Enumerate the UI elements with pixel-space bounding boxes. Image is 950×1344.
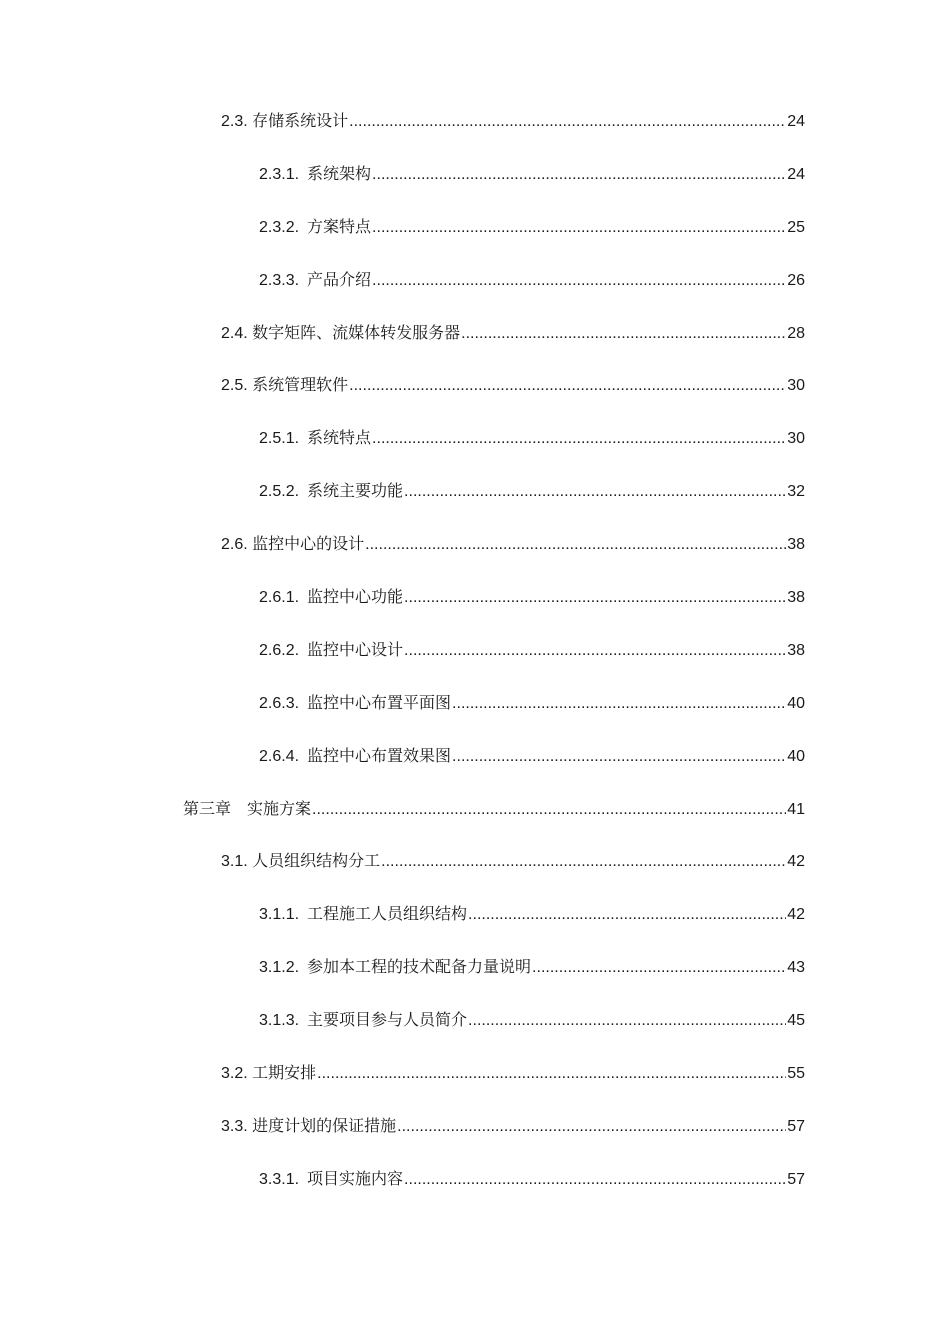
toc-entry[interactable]: [0, 1170, 950, 1223]
toc-dot-leader: [468, 1011, 786, 1031]
toc-entry-number: 2.3.3.: [259, 271, 300, 289]
toc-entry-number: 3.2.: [221, 1065, 248, 1083]
toc-entry-page-number: 38: [787, 589, 805, 607]
toc-entry-page-number: 28: [787, 324, 805, 342]
toc-entry-line: [221, 324, 805, 344]
table-of-contents: [0, 112, 950, 1223]
toc-entry-number: 2.6.4.: [259, 747, 300, 765]
toc-entry-separator: [299, 747, 307, 767]
toc-entry-separator: [299, 641, 307, 661]
toc-dot-leader: [349, 376, 786, 396]
toc-entry-separator: [299, 482, 307, 502]
toc-entry-line: [259, 588, 805, 608]
toc-entry[interactable]: [0, 535, 950, 588]
toc-entry-number: 3.1.3.: [259, 1012, 300, 1030]
toc-dot-leader: [381, 852, 786, 872]
toc-dot-leader: [404, 588, 786, 608]
toc-entry-line: [259, 218, 805, 238]
toc-entry-number: 2.5.: [221, 377, 248, 395]
toc-entry-title: 数字矩阵、流媒体转发服务器: [252, 324, 461, 342]
toc-entry-page-number: 30: [787, 377, 805, 395]
toc-entry-title: 项目实施内容: [307, 1170, 404, 1188]
toc-entry-separator: [299, 429, 307, 449]
toc-entry[interactable]: [0, 588, 950, 641]
toc-entry-page-number: 30: [787, 430, 805, 448]
toc-entry-line: [259, 641, 805, 661]
toc-entry-number: 2.5.1.: [259, 430, 300, 448]
toc-entry-page-number: 38: [787, 641, 805, 659]
toc-entry-line: [221, 112, 805, 132]
toc-entry-number: 2.6.1.: [259, 589, 300, 607]
toc-entry-title: 监控中心功能: [307, 589, 404, 607]
toc-entry-number: 第三章: [183, 800, 232, 818]
toc-entry-page-number: 42: [787, 906, 805, 924]
toc-dot-leader: [452, 694, 786, 714]
toc-entry-line: [221, 1117, 805, 1137]
toc-entry[interactable]: [0, 429, 950, 482]
toc-entry-number: 3.1.2.: [259, 959, 300, 977]
toc-entry-title: 监控中心布置平面图: [307, 694, 452, 712]
toc-entry[interactable]: [0, 112, 950, 165]
toc-entry-separator: [299, 905, 307, 925]
toc-entry-line: [259, 482, 805, 502]
toc-entry-page-number: 57: [787, 1170, 805, 1188]
toc-entry-number: 2.6.3.: [259, 694, 300, 712]
toc-entry-title: 系统架构: [307, 165, 372, 183]
toc-dot-leader: [317, 1064, 786, 1084]
toc-entry[interactable]: [0, 165, 950, 218]
toc-entry-number: 2.3.1.: [259, 165, 300, 183]
toc-entry-line: [221, 1064, 805, 1084]
toc-entry-title: 实施方案: [247, 800, 312, 818]
toc-dot-leader: [461, 324, 786, 344]
toc-dot-leader: [468, 905, 786, 925]
toc-dot-leader: [532, 958, 786, 978]
toc-entry-line: [259, 165, 805, 185]
toc-entry-line: [221, 376, 805, 396]
toc-entry[interactable]: [0, 1117, 950, 1170]
toc-entry[interactable]: [0, 1064, 950, 1117]
toc-entry[interactable]: [0, 218, 950, 271]
toc-entry-title: 工期安排: [252, 1065, 317, 1083]
toc-dot-leader: [404, 1170, 786, 1190]
toc-entry-page-number: 24: [787, 113, 805, 130]
toc-dot-leader: [365, 535, 786, 555]
toc-entry-page-number: 25: [787, 218, 805, 236]
toc-entry-title: 方案特点: [307, 218, 372, 236]
toc-entry-separator: [231, 800, 247, 820]
toc-entry-line: [259, 1011, 805, 1031]
toc-entry-title: 参加本工程的技术配备力量说明: [307, 959, 532, 977]
toc-entry-page-number: 55: [787, 1065, 805, 1083]
toc-entry-title: 主要项目参与人员简介: [307, 1012, 468, 1030]
toc-entry-page-number: 40: [787, 747, 805, 765]
toc-entry-number: 2.5.2.: [259, 483, 300, 501]
toc-entry-number: 3.3.1.: [259, 1170, 300, 1188]
toc-entry-number: 3.1.: [221, 853, 248, 871]
toc-entry-page-number: 38: [787, 536, 805, 554]
toc-entry-line: [259, 747, 805, 767]
toc-entry-number: 2.6.: [221, 536, 248, 554]
toc-entry-separator: [299, 1011, 307, 1031]
toc-entry[interactable]: [0, 1011, 950, 1064]
toc-entry-title: 人员组织结构分工: [252, 853, 381, 871]
toc-dot-leader: [349, 112, 786, 132]
toc-entry[interactable]: [0, 747, 950, 800]
toc-entry-page-number: 41: [787, 800, 805, 818]
toc-entry-title: 监控中心的设计: [252, 536, 365, 554]
toc-entry-number: 2.4.: [221, 324, 248, 342]
toc-entry[interactable]: [0, 376, 950, 429]
toc-entry[interactable]: [0, 641, 950, 694]
toc-entry-separator: [299, 1170, 307, 1190]
toc-entry-separator: [299, 271, 307, 291]
toc-entry[interactable]: [0, 852, 950, 905]
toc-entry-line: [221, 535, 805, 555]
toc-dot-leader: [372, 429, 786, 449]
toc-entry-title: 进度计划的保证措施: [252, 1117, 397, 1135]
toc-entry-number: 2.6.2.: [259, 641, 300, 659]
toc-entry-title: 系统主要功能: [307, 483, 404, 501]
toc-entry-separator: [299, 165, 307, 185]
toc-entry-number: 3.1.1.: [259, 906, 300, 924]
toc-entry[interactable]: [0, 905, 950, 958]
toc-entry-title: 系统特点: [307, 430, 372, 448]
toc-dot-leader: [397, 1117, 786, 1137]
toc-entry-title: 产品介绍: [307, 271, 372, 289]
toc-dot-leader: [404, 482, 786, 502]
toc-dot-leader: [372, 271, 786, 291]
toc-dot-leader: [372, 165, 786, 185]
toc-entry-page-number: 57: [787, 1117, 805, 1135]
toc-entry-line: [259, 429, 805, 449]
toc-entry-page-number: 32: [787, 483, 805, 501]
toc-entry-separator: [299, 588, 307, 608]
toc-entry-page-number: 43: [787, 959, 805, 977]
toc-entry[interactable]: [0, 694, 950, 747]
toc-entry-line: [183, 800, 805, 820]
toc-entry-number: 2.3.: [221, 113, 248, 130]
toc-dot-leader: [372, 218, 786, 238]
toc-entry[interactable]: [0, 324, 950, 377]
toc-entry-title: 存储系统设计: [252, 113, 349, 130]
toc-entry-title: 系统管理软件: [252, 377, 349, 395]
toc-dot-leader: [404, 641, 786, 661]
toc-entry-number: 3.3.: [221, 1117, 248, 1135]
toc-entry-separator: [299, 694, 307, 714]
toc-entry-number: 2.3.2.: [259, 218, 300, 236]
toc-entry-line: [259, 694, 805, 714]
toc-entry-line: [259, 958, 805, 978]
toc-dot-leader: [312, 800, 786, 820]
toc-entry[interactable]: [0, 271, 950, 324]
toc-entry-line: [259, 905, 805, 925]
toc-entry-line: [221, 852, 805, 872]
toc-entry-page-number: 45: [787, 1012, 805, 1030]
toc-entry-line: [259, 271, 805, 291]
toc-entry-page-number: 26: [787, 271, 805, 289]
toc-entry-line: [259, 1170, 805, 1190]
toc-entry[interactable]: [0, 958, 950, 1011]
toc-entry-title: 监控中心布置效果图: [307, 747, 452, 765]
toc-entry-page-number: 24: [787, 165, 805, 183]
toc-entry[interactable]: [0, 482, 950, 535]
toc-entry-separator: [299, 218, 307, 238]
toc-dot-leader: [452, 747, 786, 767]
toc-entry-separator: [299, 958, 307, 978]
toc-entry[interactable]: [0, 800, 950, 853]
toc-entry-page-number: 42: [787, 853, 805, 871]
toc-entry-title: 监控中心设计: [307, 641, 404, 659]
toc-entry-page-number: 40: [787, 694, 805, 712]
toc-entry-title: 工程施工人员组织结构: [307, 906, 468, 924]
